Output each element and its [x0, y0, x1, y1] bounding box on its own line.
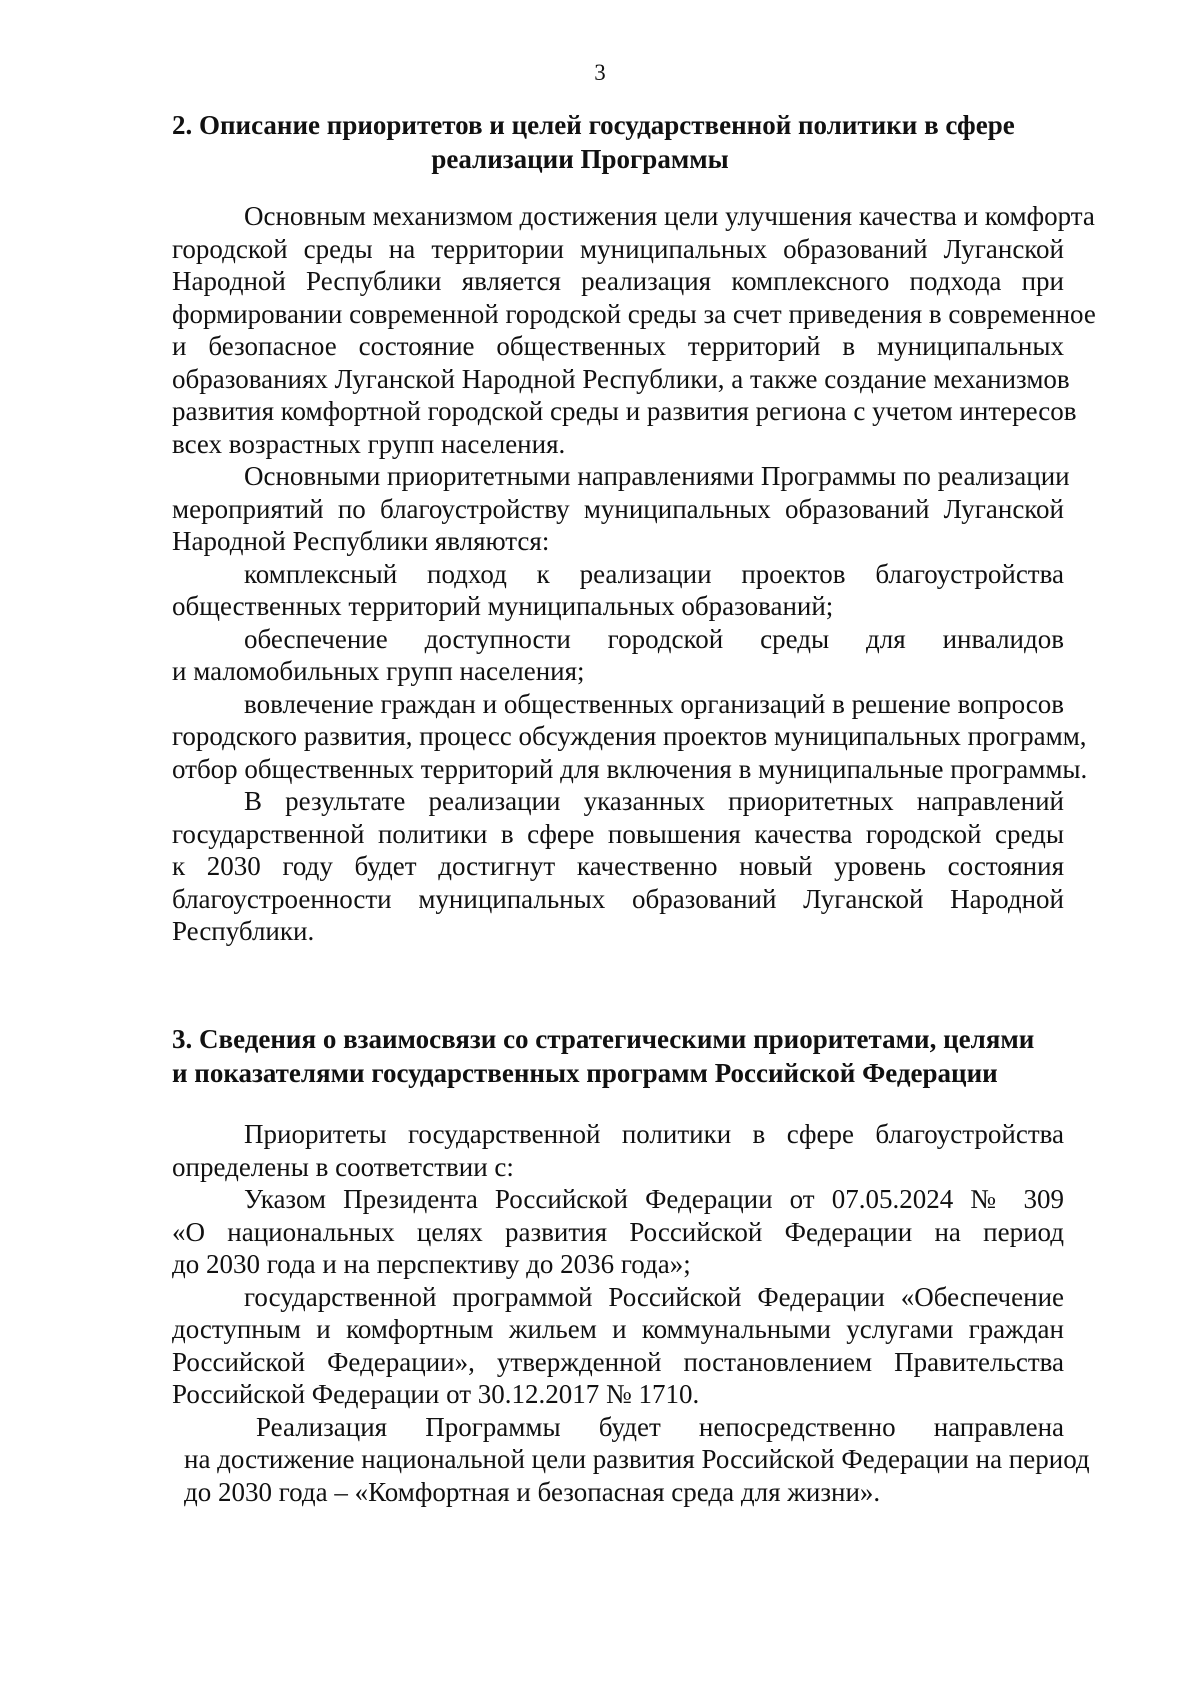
paragraph [172, 785, 1064, 948]
text-line: общественных территорий муниципальных образований; [172, 591, 834, 621]
section-3-heading-line: и показателями государственных программ Российской Федерации [172, 1058, 998, 1088]
section-2-heading [172, 108, 1015, 176]
text-line: городской среды на территории муниципальных образований Луганской [172, 233, 1064, 264]
text-line: Народной Республики являются: [172, 526, 550, 556]
text-line: вовлечение граждан и общественных организаций в решение вопросов [244, 688, 1064, 719]
text-line: «О национальных целях развития Российской Федерации на период [172, 1216, 1064, 1247]
text-line: до 2030 года и на перспективу до 2036 года»; [172, 1249, 691, 1279]
text-line: до 2030 года – «Комфортная и безопасная среда для жизни». [184, 1476, 881, 1507]
section-3-heading-line: 3. Сведения о взаимосвязи со стратегическими приоритетами, целями [172, 1024, 1035, 1054]
text-line: благоустроенности муниципальных образований Луганской Народной [172, 883, 1064, 914]
text-line: мероприятий по благоустройству муниципальных образований Луганской [172, 493, 1064, 524]
text-line: образованиях Луганской Народной Республики, а также создание механизмов [172, 363, 1070, 394]
text-line: городского развития, процесс обсуждения проектов муниципальных программ, [172, 721, 1087, 751]
paragraph [172, 558, 1064, 623]
text-line: Российской Федерации от 30.12.2017 № 1710. [172, 1379, 700, 1409]
text-line: развития комфортной городской среды и развития региона с учетом интересов [172, 396, 1077, 426]
section-2-heading-line: 2. Описание приоритетов и целей государственной политики в сфере [172, 110, 1015, 140]
text-line: комплексный подход к реализации проектов благоустройства [244, 558, 1064, 589]
text-line: Народной Республики является реализация комплексного подхода при [172, 266, 1064, 296]
text-line: на достижение национальной цели развития Российской Федерации на период [184, 1444, 1090, 1474]
text-line: всех возрастных групп населения. [172, 428, 566, 459]
section-2-body [172, 200, 1096, 948]
page-number: 3 [594, 60, 606, 85]
text-line: Основным механизмом достижения цели улучшения качества и комфорта [244, 201, 1095, 231]
text-line: В результате реализации указанных приоритетных направлений [244, 786, 1064, 816]
text-line: доступным и комфортным жильем и коммунальными услугами граждан [172, 1314, 1064, 1344]
section-3-heading [172, 1022, 1035, 1090]
paragraph [172, 460, 1070, 558]
paragraph [172, 1118, 1064, 1183]
paragraph [172, 688, 1088, 786]
text-line: к 2030 году будет достигнут качественно новый уровень состояния [172, 851, 1064, 881]
text-line: государственной политики в сфере повышения качества городской среды [172, 818, 1064, 849]
text-line: и безопасное состояние общественных территорий в муниципальных [172, 331, 1064, 361]
text-line: Приоритеты государственной политики в сфере благоустройства [244, 1119, 1064, 1149]
text-line: определены в соответствии с: [172, 1151, 514, 1182]
text-line: формировании современной городской среды за счет приведения в современное [172, 298, 1096, 329]
text-line: Основными приоритетными направлениями Программы по реализации [244, 461, 1070, 491]
text-line: отбор общественных территорий для включения в муниципальные программы. [172, 753, 1088, 784]
paragraph [172, 623, 1064, 688]
text-line: Указом Президента Российской Федерации от 07.05.2024 № 309 [244, 1184, 1064, 1214]
section-2-heading-line: реализации Программы [431, 144, 729, 174]
text-line: и маломобильных групп населения; [172, 656, 585, 686]
paragraph [172, 1281, 1064, 1411]
paragraph [172, 200, 1096, 460]
text-line: обеспечение доступности городской среды для инвалидов [244, 623, 1064, 654]
section-3-body [172, 1118, 1090, 1508]
text-line: Российской Федерации», утвержденной постановлением Правительства [172, 1346, 1064, 1377]
text-line: Республики. [172, 916, 315, 946]
paragraph [172, 1411, 1090, 1509]
paragraph [172, 1183, 1064, 1281]
text-line: государственной программой Российской Федерации «Обеспечение [244, 1281, 1064, 1312]
text-line: Реализация Программы будет непосредственно направлена [256, 1411, 1064, 1442]
